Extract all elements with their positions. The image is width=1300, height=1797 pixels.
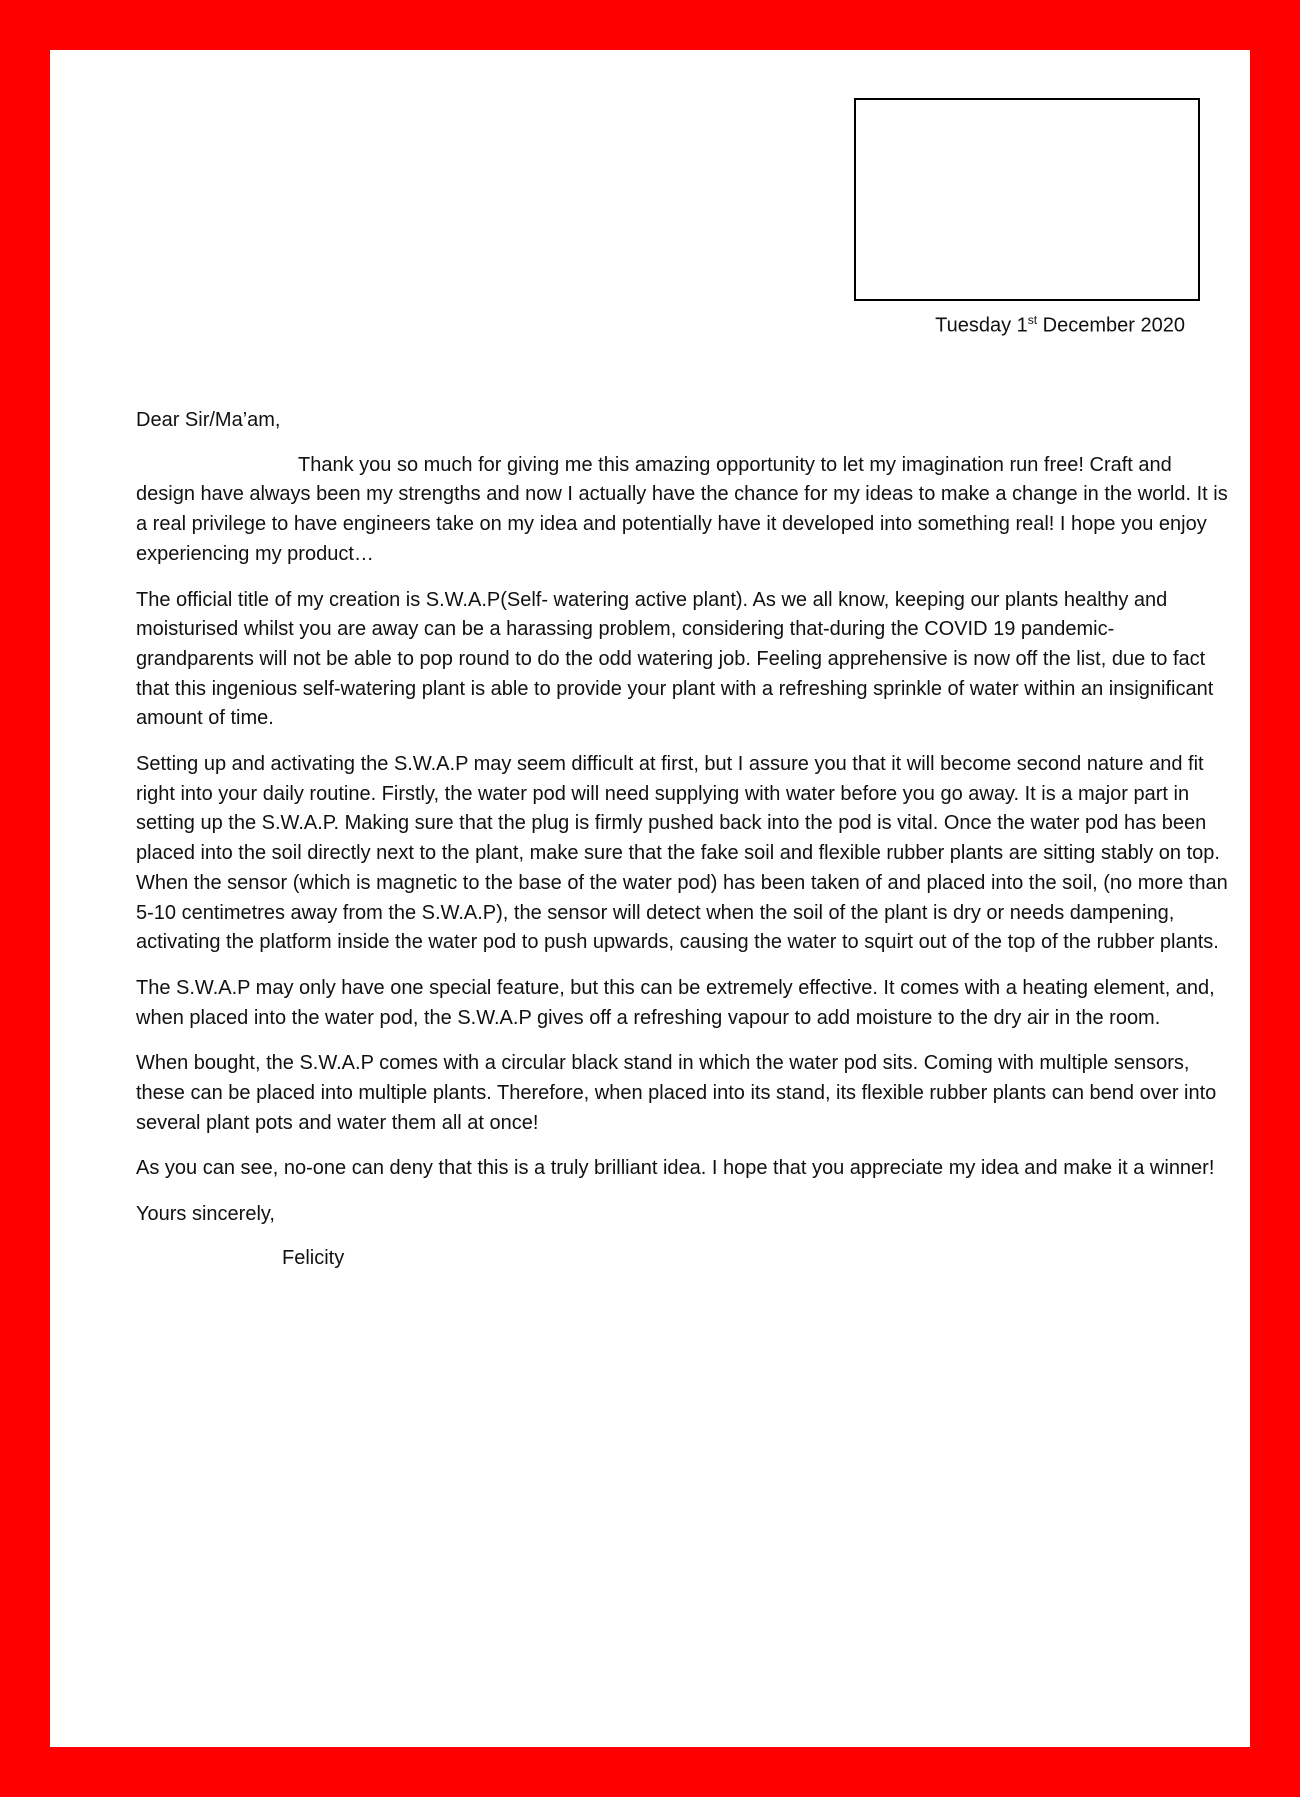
paragraph-conclusion: As you can see, no-one can deny that this is a truly brilliant idea. I hope that you appreciate my idea and make it a winner! [136, 1157, 1215, 1180]
letter-date [850, 313, 1185, 338]
closing: Yours sincerely, [136, 1203, 275, 1226]
letter-body [136, 406, 1234, 1274]
date-prefix: Tuesday 1 [935, 314, 1028, 337]
signature: Felicity [282, 1246, 345, 1269]
paragraph-feature: The S.W.A.P may only have one special feature, but this can be extremely effective. It comes with a heating element, and, when placed into the water pod, the S.W.A.P gives off a refreshing vapour to add moisture to the dry air in the room. [136, 976, 1215, 1029]
paragraph-intro: Thank you so much for giving me this amazing opportunity to let my imagination run free! Craft and design have always been my strengths and now I actually have the chance for my ideas to make a change in the world. It is a real privilege to have engineers take on my idea and potentially have it developed into something real! I hope you enjoy experiencing my product… [136, 453, 1228, 565]
paragraph-setup: Setting up and activating the S.W.A.P may seem difficult at first, but I assure you that it will become second nature and fit right into your daily routine. Firstly, the water pod will need supplying with water before you go away. It is a major part in setting up the S.W.A.P. Making sure that the plug is firmly pushed back into the pod is vital. Once the water pod has been placed into the soil directly next to the plant, make sure that the fake soil and flexible rubber plants are sitting stably on top. When the sensor (which is magnetic to the base of the water pod) has been taken of and placed into the soil, (no more than 5-10 centimetres away from the S.W.A.P), the sensor will detect when the soil of the plant is dry or needs dampening, activating the platform inside the water pod to push upwards, causing the water to squirt out of the top of the rubber plants. [136, 753, 1228, 954]
salutation: Dear Sir/Ma’am, [136, 409, 281, 431]
stamp-box [854, 98, 1200, 301]
letter-page [50, 50, 1250, 1747]
date-ordinal: st [1027, 313, 1038, 327]
date-suffix: December 2020 [1037, 314, 1185, 337]
paragraph-title: The official title of my creation is S.W.A.P(Self- watering active plant). As we all know, keeping our plants healthy and moisturised whilst you are away can be a harassing problem, considering that-during the COVID 19 pandemic- grandparents will not be able to pop round to do the odd watering job. Feeling apprehensive is now off the list, due to fact that this ingenious self-watering plant is able to provide your plant with a refreshing sprinkle of water within an insignificant amount of time. [136, 588, 1214, 730]
paragraph-stand: When bought, the S.W.A.P comes with a circular black stand in which the water pod sits. Coming with multiple sensors, these can be placed into multiple plants. Therefore, when placed into its stand, its flexible rubber plants can bend over into several plant pots and water them all at once! [136, 1052, 1217, 1134]
